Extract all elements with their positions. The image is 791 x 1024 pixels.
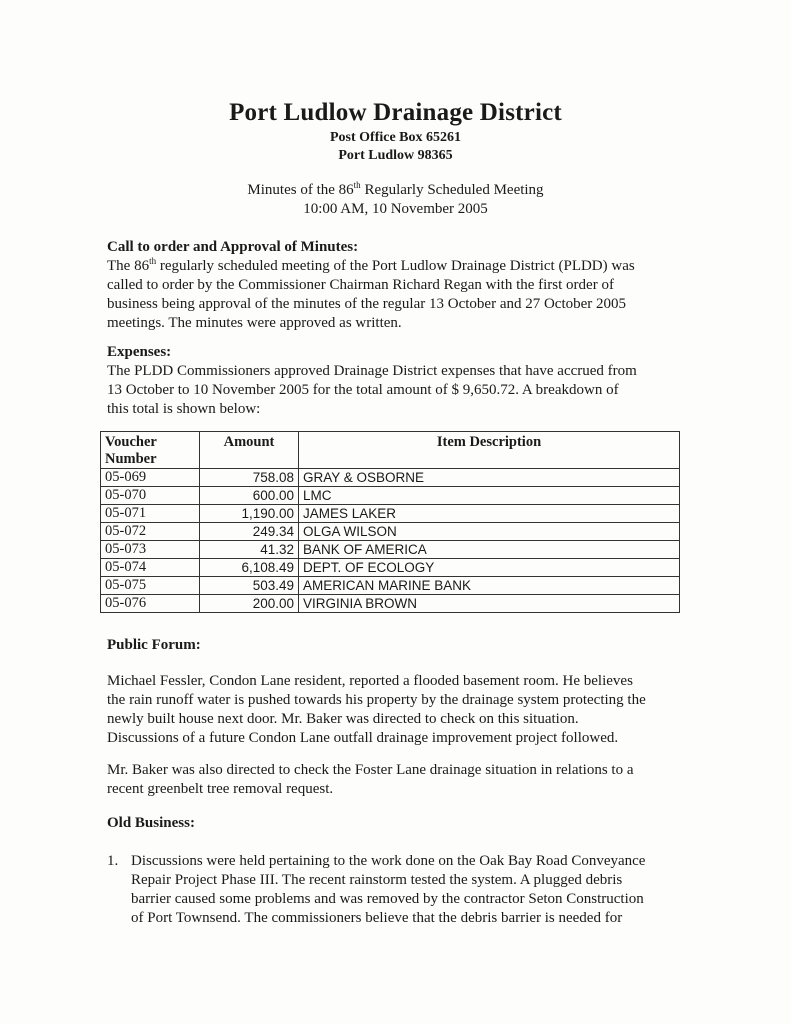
public-forum-line: Discussions of a future Condon Lane outfall drainage improvement project followed. — [107, 730, 619, 746]
table-row — [101, 523, 680, 541]
table-row — [101, 469, 680, 487]
public-forum-line: the rain runoff water is pushed towards his property by the drainage system protecting the — [107, 692, 646, 708]
table-row — [101, 559, 680, 577]
call-to-order-line: meetings. The minutes were approved as written. — [107, 315, 402, 331]
list-item-line: Repair Project Phase III. The recent rainstorm tested the system. A plugged debris — [131, 872, 623, 888]
table-header-row — [101, 432, 680, 469]
address-city: Port Ludlow 98365 — [338, 148, 453, 163]
amount-cell: 249.34 — [200, 523, 299, 541]
amount-cell: 1,190.00 — [200, 505, 299, 523]
amount-cell: 600.00 — [200, 487, 299, 505]
list-number: 1. — [107, 853, 119, 869]
text-sup: th — [149, 256, 157, 266]
voucher-number-header — [101, 432, 200, 469]
meeting-title-suffix: Regularly Scheduled Meeting — [360, 182, 544, 198]
expenses-line: 13 October to 10 November 2005 for the total amount of $ 9,650.72. A breakdown of — [107, 382, 619, 398]
table-row — [101, 577, 680, 595]
amount-cell: 503.49 — [200, 577, 299, 595]
public-forum-line: Mr. Baker was also directed to check the Foster Lane drainage situation in relations to a — [107, 762, 634, 778]
expenses-line: this total is shown below: — [107, 401, 261, 417]
amount-cell: 6,108.49 — [200, 559, 299, 577]
voucher-cell: 05-070 — [101, 487, 200, 505]
call-to-order-heading: Call to order and Approval of Minutes: — [107, 239, 359, 255]
public-forum-heading: Public Forum: — [107, 637, 201, 653]
amount-header: Amount — [200, 432, 299, 469]
amount-cell: 758.08 — [200, 469, 299, 487]
text-span: The 86 — [107, 258, 150, 274]
list-item-text — [131, 852, 645, 928]
voucher-cell: 05-073 — [101, 541, 200, 559]
voucher-cell: 05-071 — [101, 505, 200, 523]
meeting-title-sup: th — [353, 180, 361, 190]
old-business-heading: Old Business: — [107, 815, 195, 831]
table-row — [101, 505, 680, 523]
voucher-cell: 05-072 — [101, 523, 200, 541]
list-item-line: of Port Townsend. The commissioners believe that the debris barrier is needed for — [131, 910, 623, 926]
header-text: Voucher — [105, 434, 157, 450]
table-row — [101, 487, 680, 505]
expenses-paragraph — [107, 362, 687, 419]
public-forum-paragraph-2 — [107, 761, 687, 799]
public-forum-line: newly built house next door. Mr. Baker was directed to check on this situation. — [107, 711, 579, 727]
description-cell: LMC — [299, 487, 680, 505]
voucher-cell: 05-075 — [101, 577, 200, 595]
table-row — [101, 541, 680, 559]
list-item-line: Discussions were held pertaining to the work done on the Oak Bay Road Conveyance — [131, 853, 646, 869]
voucher-cell: 05-076 — [101, 595, 200, 613]
voucher-cell: 05-074 — [101, 559, 200, 577]
text-span: regularly scheduled meeting of the Port Ludlow Drainage District (PLDD) was — [156, 258, 635, 274]
meeting-datetime: 10:00 AM, 10 November 2005 — [303, 201, 488, 217]
document-title: Port Ludlow Drainage District — [229, 99, 562, 126]
voucher-cell: 05-069 — [101, 469, 200, 487]
description-cell: VIRGINIA BROWN — [299, 595, 680, 613]
description-cell: DEPT. OF ECOLOGY — [299, 559, 680, 577]
expenses-heading: Expenses: — [107, 344, 172, 360]
call-to-order-paragraph — [107, 257, 687, 333]
public-forum-paragraph-1 — [107, 672, 687, 748]
call-to-order-line: called to order by the Commissioner Chairman Richard Regan with the first order of — [107, 277, 614, 293]
amount-cell: 41.32 — [200, 541, 299, 559]
public-forum-line: recent greenbelt tree removal request. — [107, 781, 334, 797]
address-po-box: Post Office Box 65261 — [329, 130, 462, 145]
description-cell: JAMES LAKER — [299, 505, 680, 523]
amount-cell: 200.00 — [200, 595, 299, 613]
public-forum-line: Michael Fessler, Condon Lane resident, reported a flooded basement room. He believes — [107, 673, 633, 689]
header-text: Number — [105, 451, 157, 467]
call-to-order-line — [107, 257, 687, 276]
description-cell: AMERICAN MARINE BANK — [299, 577, 680, 595]
expenses-line: The PLDD Commissioners approved Drainage District expenses that have accrued from — [107, 363, 637, 379]
meeting-title-prefix: Minutes of the 86 — [247, 182, 354, 198]
description-cell: GRAY & OSBORNE — [299, 469, 680, 487]
description-cell: OLGA WILSON — [299, 523, 680, 541]
expenses-table — [100, 431, 680, 613]
item-description-header: Item Description — [299, 432, 680, 469]
description-cell: BANK OF AMERICA — [299, 541, 680, 559]
list-item-line: barrier caused some problems and was removed by the contractor Seton Construction — [131, 891, 644, 907]
call-to-order-line: business being approval of the minutes of the regular 13 October and 27 October 2005 — [107, 296, 627, 312]
table-row — [101, 595, 680, 613]
meeting-title — [0, 182, 791, 199]
